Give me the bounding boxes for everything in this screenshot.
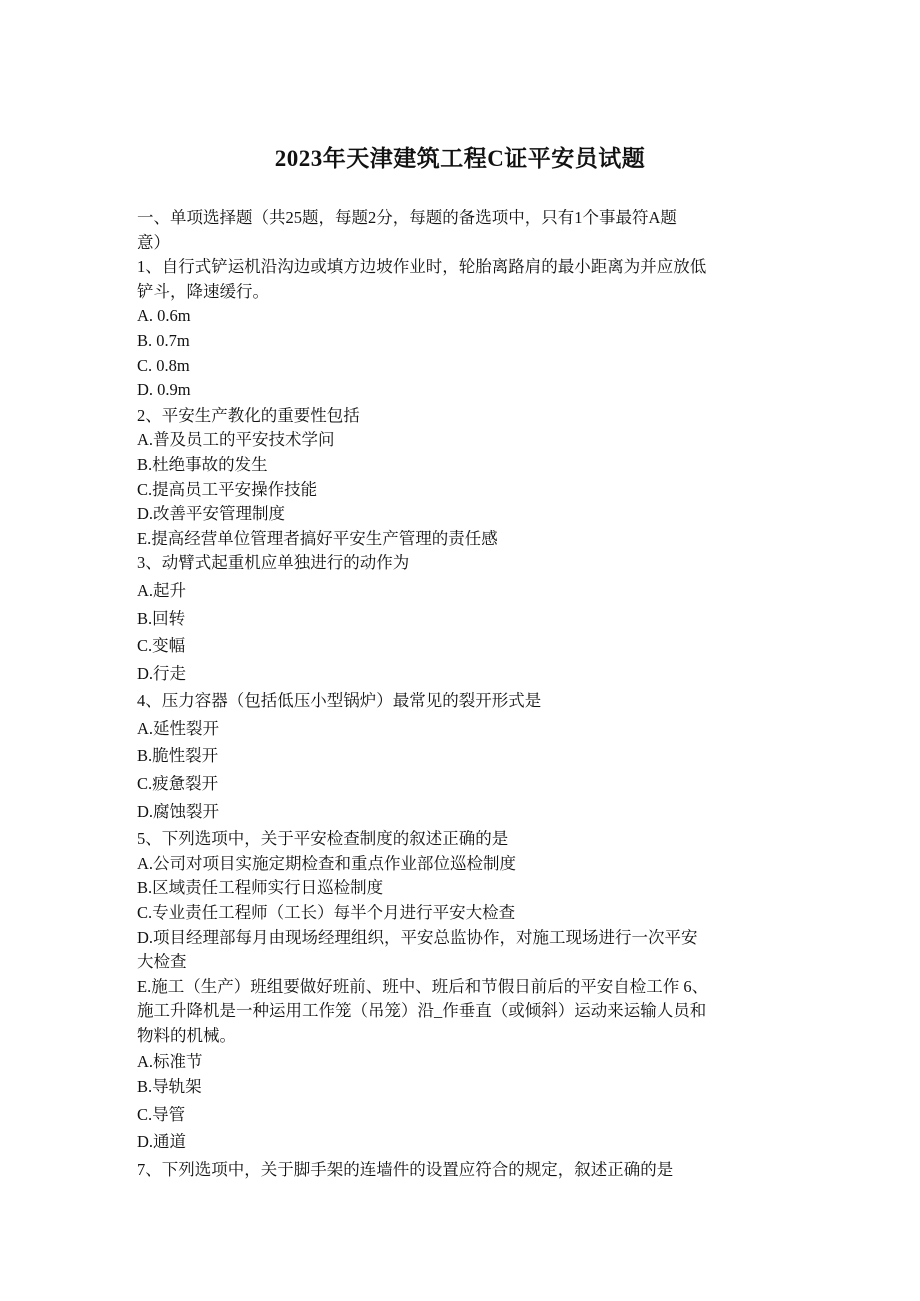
question-5-option-c: C.专业责任工程师（工长）每半个月进行平安大检查 <box>137 903 516 923</box>
question-4-option-a: A.延性裂开 <box>137 718 220 738</box>
question-4-option-c: C.疲惫裂开 <box>137 774 219 794</box>
question-3-option-c: C.变幅 <box>137 636 186 656</box>
question-6-option-b: B.导轨架 <box>137 1077 202 1097</box>
question-5-stem: 5、下列选项中，关于平安检查制度的叙述正确的是 <box>137 829 509 849</box>
question-4-option-b: B.脆性裂开 <box>137 746 219 766</box>
question-5-option-e: E.施工（生产）班组要做好班前、班中、班后和节假日前后的平安自检工作 6、 <box>137 976 709 996</box>
document-body <box>137 206 782 1183</box>
question-6-option-a: A.标准节 <box>137 1051 203 1071</box>
question-5-option-a: A.公司对项目实施定期检查和重点作业部位巡检制度 <box>137 853 517 873</box>
question-1-option-b: B. 0.7m <box>137 330 190 350</box>
question-5-option-b: B.区域责任工程师实行日巡检制度 <box>137 878 384 898</box>
question-4-option-d: D.腐蚀裂开 <box>137 801 220 821</box>
question-6-option-c: C.导管 <box>137 1104 186 1124</box>
question-1-option-d: D. 0.9m <box>137 380 191 400</box>
question-7-stem: 7、下列选项中，关于脚手架的连墙件的设置应符合的规定，叙述正确的是 <box>137 1159 674 1179</box>
question-2-option-e: E.提高经营单位管理者搞好平安生产管理的责任感 <box>137 528 498 548</box>
section-header: 一、单项选择题（共25题，每题2分，每题的备选项中，只有1个事最符A题 <box>137 208 677 227</box>
question-5-option-d-cont: 大检查 <box>137 952 187 972</box>
question-3-option-d: D.行走 <box>137 663 187 683</box>
question-1-stem-cont: 铲斗，降速缓行。 <box>137 281 269 301</box>
question-2-option-a: A.普及员工的平安技术学问 <box>137 430 335 450</box>
question-6-option-d: D.通道 <box>137 1132 187 1152</box>
question-3-stem: 3、动臂式起重机应单独进行的动作为 <box>137 553 410 573</box>
question-2-option-d: D.改善平安管理制度 <box>137 504 286 524</box>
question-3-option-b: B.回转 <box>137 608 186 628</box>
question-1-option-c: C. 0.8m <box>137 355 190 375</box>
section-header-cont: 意） <box>137 232 170 252</box>
question-2-stem: 2、平安生产教化的重要性包括 <box>137 405 360 425</box>
question-3-option-a: A.起升 <box>137 580 187 600</box>
question-4-stem: 4、压力容器（包括低压小型锅炉）最常见的裂开形式是 <box>137 691 542 711</box>
question-6-stem: 施工升降机是一种运用工作笼（吊笼）沿_作垂直（或倾斜）运动来运输人员和 <box>137 1001 707 1021</box>
question-2-option-b: B.杜绝事故的发生 <box>137 454 268 474</box>
question-1-option-a: A. 0.6m <box>137 306 191 326</box>
question-2-option-c: C.提高员工平安操作技能 <box>137 479 318 499</box>
question-5-option-d: D.项目经理部每月由现场经理组织，平安总监协作，对施工现场进行一次平安 <box>137 927 698 947</box>
question-1-stem: 1、自行式铲运机沿沟边或填方边坡作业时，轮胎离路肩的最小距离为并应放低 <box>137 257 707 277</box>
document-title: 2023年天津建筑工程C证平安员试题 <box>274 146 646 171</box>
question-6-stem-cont: 物料的机械。 <box>137 1026 236 1045</box>
